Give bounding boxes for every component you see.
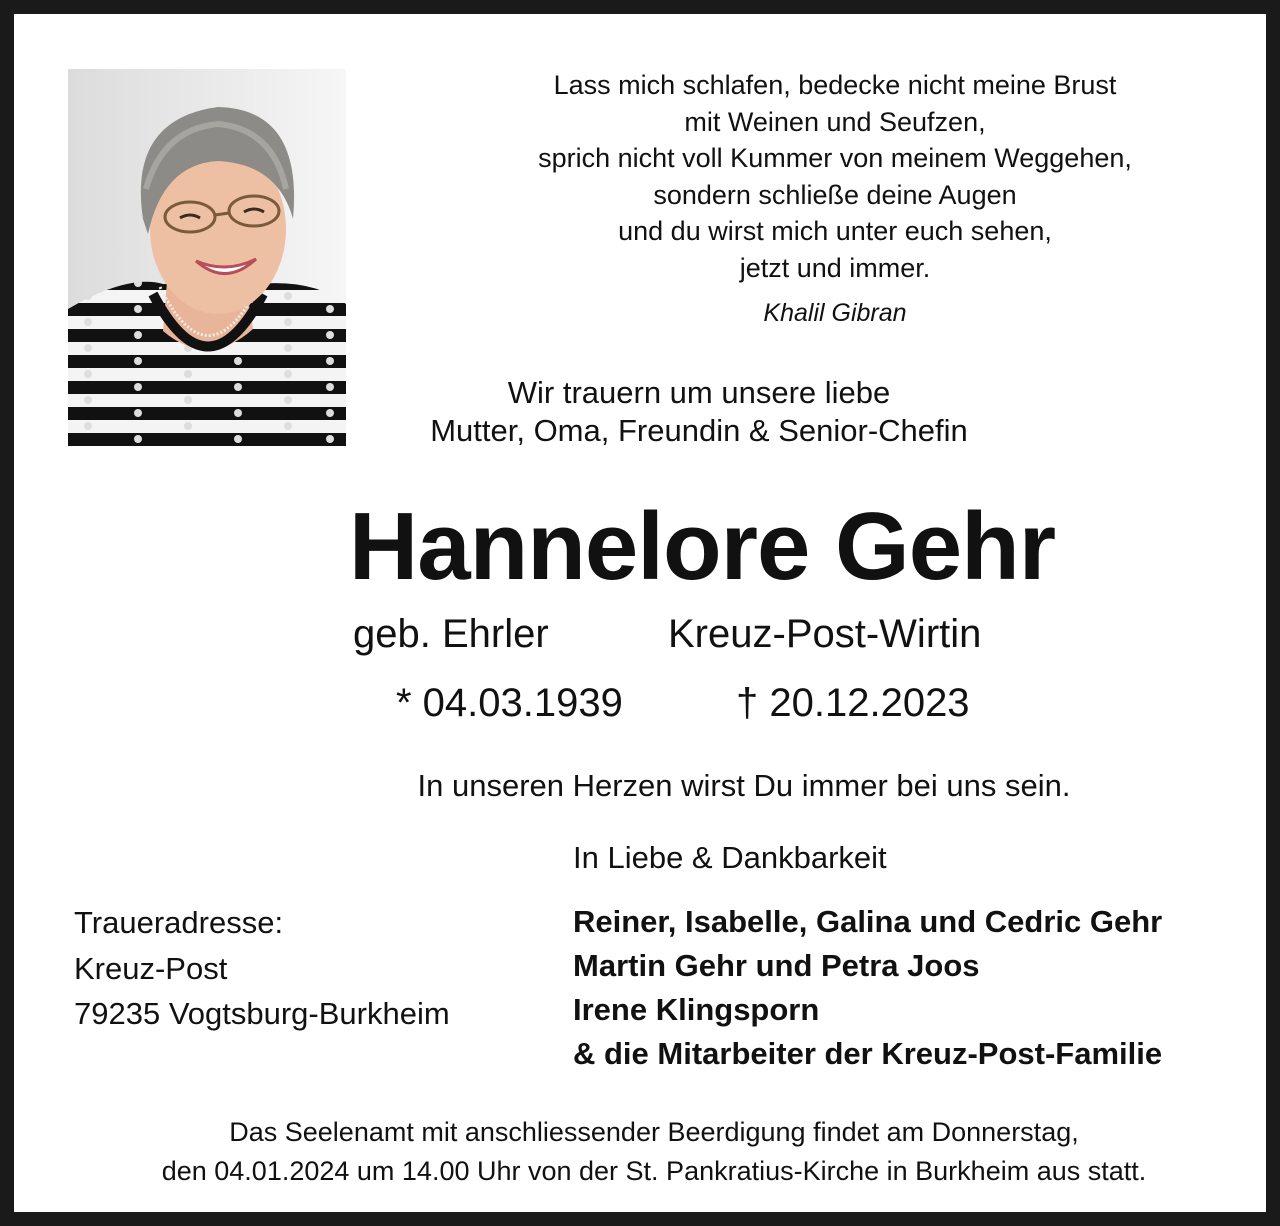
address-label: Traueradresse: <box>74 905 284 940</box>
poem-line: jetzt und immer. <box>739 252 931 283</box>
poem-line: sondern schließe deine Augen <box>653 179 1017 210</box>
heart-line: In unseren Herzen wirst Du immer bei uns sein. <box>417 768 1071 803</box>
deceased-title: Kreuz-Post-Wirtin <box>668 612 982 656</box>
death-date: † 20.12.2023 <box>736 681 970 725</box>
deceased-name: Hannelore Gehr <box>348 493 1056 600</box>
poem-line: mit Weinen und Seufzen, <box>684 106 986 137</box>
poem <box>434 67 1236 286</box>
poem-line: Lass mich schlafen, bedecke nicht meine Brust <box>553 70 1117 100</box>
maiden-name: geb. Ehrler <box>353 612 549 656</box>
notice-line-2: den 04.01.2024 um 14.00 Uhr von der St. Pankratius-Kirche in Burkheim aus statt. <box>161 1156 1147 1186</box>
poem-line: und du wirst mich unter euch sehen, <box>618 216 1052 246</box>
family-line: Reiner, Isabelle, Galina und Cedric Gehr <box>573 904 1163 939</box>
poem-author: Khalil Gibran <box>763 299 907 327</box>
family-line: Martin Gehr und Petra Joos <box>573 948 980 983</box>
family-line: & die Mitarbeiter der Kreuz-Post-Familie <box>573 1036 1163 1071</box>
notice-line-1: Das Seelenamt mit anschliessender Beerdigung findet am Donnerstag, <box>229 1117 1079 1147</box>
birth-date: * 04.03.1939 <box>396 681 623 725</box>
poem-line: sprich nicht voll Kummer von meinem Weggehen, <box>538 143 1132 173</box>
portrait-photo <box>68 69 346 446</box>
address-line-2: 79235 Vogtsburg-Burkheim <box>74 996 450 1031</box>
portrait-illustration <box>68 69 346 446</box>
mourning-line-2: Mutter, Oma, Freundin & Senior-Chefin <box>430 413 968 448</box>
mourning-address <box>74 900 450 1037</box>
family-list <box>573 900 1162 1076</box>
family-line: Irene Klingsporn <box>573 992 820 1027</box>
address-line-1: Kreuz-Post <box>74 950 228 986</box>
funeral-notice <box>54 1113 1254 1191</box>
love-line: In Liebe & Dankbarkeit <box>573 840 887 875</box>
mourning-text <box>374 374 1024 450</box>
mourning-line-1: Wir trauern um unsere liebe <box>507 375 891 410</box>
